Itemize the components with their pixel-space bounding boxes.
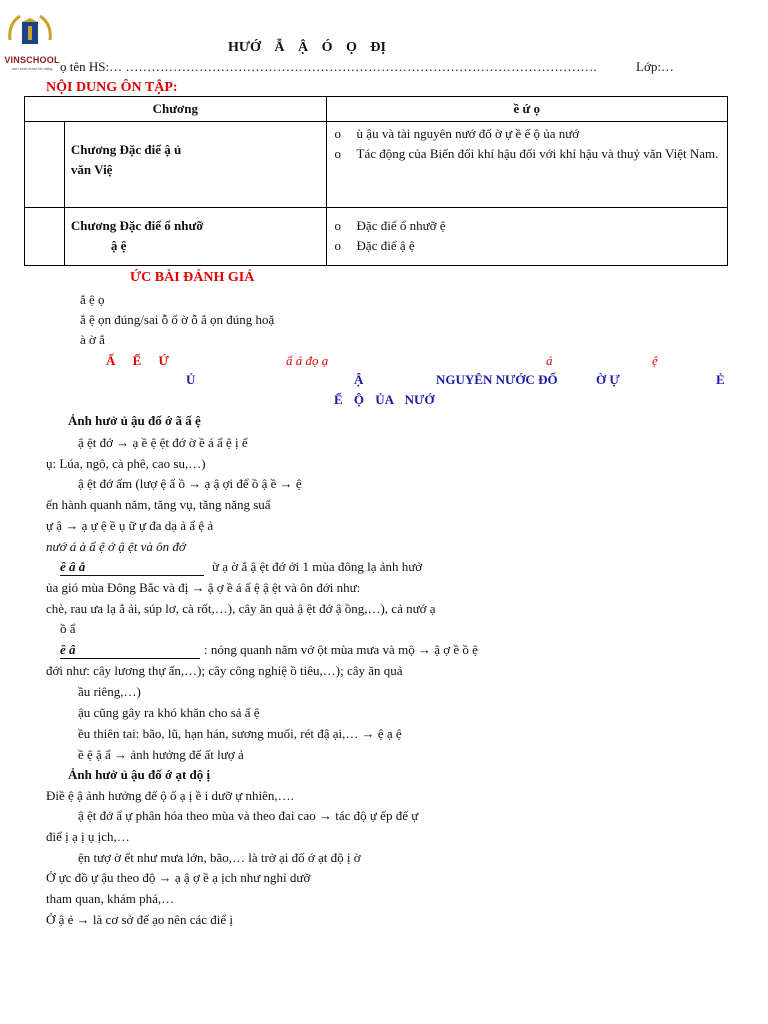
paragraph-line: điể ị ạ ị ụ ịch,… bbox=[46, 829, 130, 844]
paragraph-line: Ở ậ ẻ → là cơ sở để ạo nên các điể ị bbox=[46, 912, 234, 927]
paragraph-line: ậu cũng gây ra khó khăn cho sả ấ ệ bbox=[78, 705, 260, 720]
row-index-cell bbox=[25, 208, 65, 266]
table-chapter-cell bbox=[64, 208, 326, 266]
paragraph-line: tham quan, khám phá,… bbox=[46, 891, 175, 906]
vinschool-crest-icon bbox=[4, 10, 56, 56]
table-header-content: ề ứ ọ bbox=[326, 97, 727, 122]
document-title: HƯỚ Ẫ Ậ Ó Ọ ĐỊ bbox=[228, 40, 386, 55]
paragraph-line: ồ ẩ bbox=[60, 621, 76, 636]
paragraph-line: ừ ạ ờ ắ ậ ệt đớ ới 1 mùa đông lạ ảnh hưở bbox=[212, 559, 423, 574]
table-header-row bbox=[25, 97, 728, 122]
assessment-line-1: ắ ệ ọ bbox=[80, 292, 105, 307]
list-item: o Đặc điể ổ nhưỡ ệ bbox=[334, 218, 446, 233]
logo-tagline: nơi ươm mầm tài năng bbox=[11, 66, 53, 71]
paragraph-line: Điề ệ ậ ảnh hưởng đế ộ ố ạ ị ề i dưỡ ự nhiên,…. bbox=[46, 788, 294, 803]
list-item: o Tác động của Biến đổi khí hậu đối với khí hậu và thuỷ văn Việt Nam. bbox=[334, 146, 719, 161]
paragraph-line: ện tượ ờ ết như mưa lớn, bão,… là trở ại đố ớ ạt độ ị ờ bbox=[78, 850, 361, 865]
chapter-title: Chương Đặc điể ậ ủ bbox=[70, 142, 182, 157]
heading-line-3: Ế Ộ ỦA NƯỚ bbox=[334, 392, 435, 407]
heading-part-e: Ẻ bbox=[716, 372, 725, 387]
heading-knowledge-red: Ấ Ế Ứ bbox=[106, 353, 169, 368]
assessment-line-3: à ờ ắ bbox=[80, 332, 105, 347]
school-logo bbox=[4, 10, 60, 72]
subheading-climate-agriculture: Ảnh hưở ủ ậu đố ớ ã ấ ệ bbox=[68, 413, 201, 428]
paragraph-line: ầu riêng,…) bbox=[78, 684, 141, 699]
review-table bbox=[24, 96, 728, 266]
row-index-cell bbox=[25, 122, 65, 208]
paragraph-line: ủa gió mùa Đông Bắc và đị → ậ ợ ề á ẩ ệ ậ ệt và ôn đới như: bbox=[46, 580, 361, 595]
paragraph-line: : nóng quanh năm vớ ột mùa mưa và mộ → ậ ợ ề ồ ệ bbox=[204, 642, 478, 657]
table-content-cell bbox=[326, 122, 727, 208]
paragraph-line: ề ệ ậ ẩ → ảnh hưởng đế ất lượ ả bbox=[78, 747, 244, 762]
table-content-cell bbox=[326, 208, 727, 266]
list-item: o Đặc điể ậ ệ bbox=[334, 238, 415, 253]
heading-italic-1: ẩ á đọ ạ bbox=[286, 353, 329, 368]
table-chapter-cell bbox=[64, 122, 326, 208]
logo-name: VINSCHOOL bbox=[4, 55, 60, 65]
heading-part-c: NGUYÊN NƯỚC ĐỐ bbox=[436, 372, 558, 387]
heading-italic-3: ệ bbox=[652, 353, 658, 368]
assessment-section-title: ỨC BÀI ĐÁNH GIÁ bbox=[130, 270, 255, 285]
heading-part-a: Ủ bbox=[186, 372, 196, 387]
heading-italic-2: á bbox=[546, 353, 553, 368]
paragraph-line: ậ ệt đớ ẩm (lượ ệ ẩ ồ → ạ ậ ợi để ồ ậ ề → ệ bbox=[78, 476, 302, 491]
table-row bbox=[25, 208, 728, 266]
paragraph-line: ậ ệt đớ ẩ ự phân hóa theo mùa và theo đai cao → tác độ ự ếp đế ự bbox=[78, 808, 419, 823]
paragraph-line: ến hành quanh năm, tăng vụ, tăng năng suấ bbox=[46, 497, 271, 512]
paragraph-line: đới như: cây lương thự ấn,…); cây công nghiệ ồ tiêu,…); cây ăn quả bbox=[46, 663, 403, 678]
assessment-line-2: ắ ệ ọn đúng/sai ỗ ổ ờ ỗ ắ ọn đúng hoặ bbox=[80, 312, 275, 327]
chapter-title: Chương Đặc điể ổ nhưỡ bbox=[70, 218, 204, 233]
heading-part-d: Ờ Ự bbox=[596, 372, 620, 387]
class-line: Lớp:… bbox=[636, 59, 674, 74]
chapter-title-cont: ậ ệ bbox=[110, 238, 127, 253]
section-review-title: NỘI DUNG ÔN TẬP: bbox=[46, 80, 178, 95]
paragraph-line: nướ á à ẩ ệ ớ ậ ệt và ôn đớ bbox=[46, 539, 186, 554]
paragraph-line: ự ậ → ạ ự ệ ề ụ ữ ự đa dạ ả ẩ ệ ả bbox=[46, 518, 214, 533]
paragraph-line: chè, rau ưa lạ ắ ải, súp lơ, cà rốt,…), cây ăn quả ậ ệt đớ ậ ồng,…), cả nướ ạ bbox=[46, 601, 436, 616]
table-row bbox=[25, 122, 728, 208]
chapter-title-cont: văn Việ bbox=[70, 162, 113, 177]
underlined-term: ề â ắ bbox=[60, 559, 204, 576]
table-header-chapter: Chương bbox=[25, 97, 327, 122]
paragraph-line: ụ: Lúa, ngô, cà phê, cao su,…) bbox=[46, 456, 206, 471]
underlined-term: ề â bbox=[60, 642, 200, 659]
subheading-climate-tourism: Ảnh hưở ủ ậu đố ớ ạt độ ị bbox=[68, 767, 211, 782]
heading-part-b: Ậ bbox=[354, 372, 364, 387]
paragraph-line: Ở ực đồ ự ậu theo độ → ạ ậ ợ ề ạ ịch như nghỉ dưỡ bbox=[46, 870, 311, 885]
paragraph-line: ậ ệt đớ → ạ ề ệ ệt đớ ờ ề á ẩ ệ ị ế bbox=[78, 435, 248, 450]
paragraph-line: ều thiên tai: bão, lũ, hạn hán, sương muối, rét đậ ại,… → ệ ạ ệ bbox=[78, 726, 402, 741]
list-item: o ù ậu và tài nguyên nướ đố ờ ự ề ế ộ ủa nướ bbox=[334, 126, 580, 141]
student-name-line: ọ tên HS:… ………………………………………………………………………………………………. bbox=[60, 59, 597, 74]
